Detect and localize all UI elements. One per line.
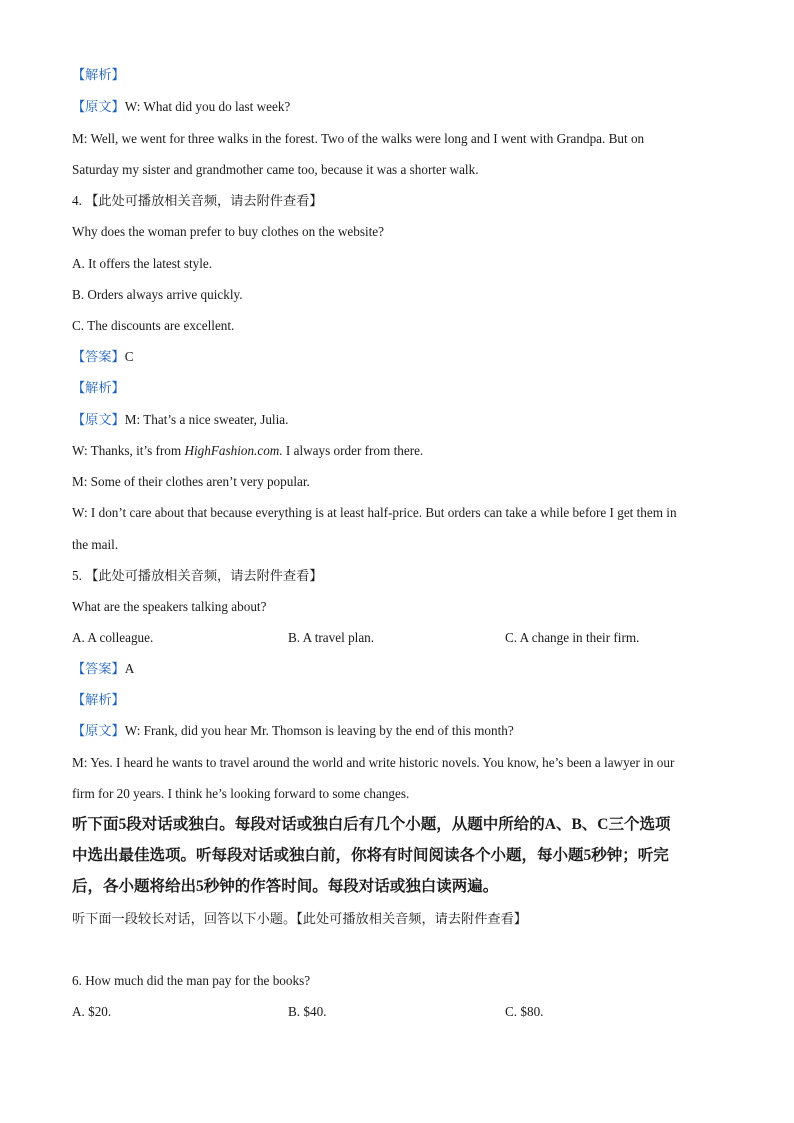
answer-label: 【答案】: [72, 661, 125, 676]
transcript-line: [72, 442, 423, 460]
question-4-option-c: C. The discounts are excellent.: [72, 318, 235, 333]
answer-value: C: [124, 349, 134, 364]
transcript-text: I always order from there.: [282, 443, 424, 458]
transcript-text: W: Frank, did you hear Mr. Thomson is leaving by the end of this month?: [124, 723, 514, 738]
section-instructions: 中选出最佳选项。听每段对话或独白前，你将有时间阅读各个小题，每小题5秒钟；听完: [72, 847, 669, 864]
question-6-option-a: A. $20.: [72, 1004, 112, 1019]
transcript-text: M: That’s a nice sweater, Julia.: [124, 412, 289, 427]
transcript-line: M: Some of their clothes aren’t very popular.: [72, 474, 310, 489]
sub-instructions: 听下面一段较长对话，回答以下小题。【此处可播放相关音频，请去附件查看】: [72, 911, 527, 926]
analysis-label: 【解析】: [72, 67, 125, 82]
transcript-label: 【原文】: [72, 723, 125, 738]
section-instructions: 听下面5段对话或独白。每段对话或独白后有几个小题，从题中所给的A、B、C三个选项: [72, 816, 671, 833]
question-5-answer: [72, 660, 134, 678]
analysis-label: 【解析】: [72, 692, 125, 707]
question-6-option-c: C. $80.: [505, 1004, 544, 1019]
transcript-line: Saturday my sister and grandmother came too, because it was a shorter walk.: [72, 162, 479, 177]
question-5-option-a: A. A colleague.: [72, 630, 154, 645]
transcript-text: W: Thanks, it’s from: [72, 443, 185, 458]
question-5-option-b: B. A travel plan.: [288, 630, 375, 645]
transcript-line: [72, 411, 288, 429]
analysis-label: 【解析】: [72, 380, 125, 395]
transcript-label: 【原文】: [72, 412, 125, 427]
transcript-line: firm for 20 years. I think he’s looking forward to some changes.: [72, 786, 410, 801]
question-4-text: Why does the woman prefer to buy clothes on the website?: [72, 224, 385, 239]
section-instructions: 后，各小题将给出5秒钟的作答时间。每段对话或独白读两遍。: [72, 878, 499, 895]
question-5-text: What are the speakers talking about?: [72, 599, 267, 614]
transcript-line: M: Yes. I heard he wants to travel around the world and write historic novels. You know, he’s been a lawyer in our: [72, 755, 675, 770]
question-4-option-b: B. Orders always arrive quickly.: [72, 287, 243, 302]
answer-label: 【答案】: [72, 349, 125, 364]
transcript-line: the mail.: [72, 537, 119, 552]
transcript-label: 【原文】: [72, 99, 125, 114]
question-5-option-c: C. A change in their firm.: [505, 630, 640, 645]
transcript-line: M: Well, we went for three walks in the forest. Two of the walks were long and I went with Grandpa. But on: [72, 131, 645, 146]
transcript-line: [72, 98, 290, 116]
transcript-text: W: What did you do last week?: [124, 99, 291, 114]
transcript-line: [72, 722, 514, 740]
question-4-option-a: A. It offers the latest style.: [72, 256, 213, 271]
question-5-header: 5. 【此处可播放相关音频，请去附件查看】: [72, 568, 323, 583]
question-6-text: 6. How much did the man pay for the books?: [72, 973, 311, 988]
question-6-option-b: B. $40.: [288, 1004, 327, 1019]
website-name: HighFashion.com.: [184, 443, 283, 458]
answer-value: A: [124, 661, 135, 676]
question-4-answer: [72, 348, 134, 366]
question-4-header: 4. 【此处可播放相关音频，请去附件查看】: [72, 193, 323, 208]
transcript-line: W: I don’t care about that because everything is at least half-price. But orders can take a while before I get them in: [72, 505, 677, 520]
